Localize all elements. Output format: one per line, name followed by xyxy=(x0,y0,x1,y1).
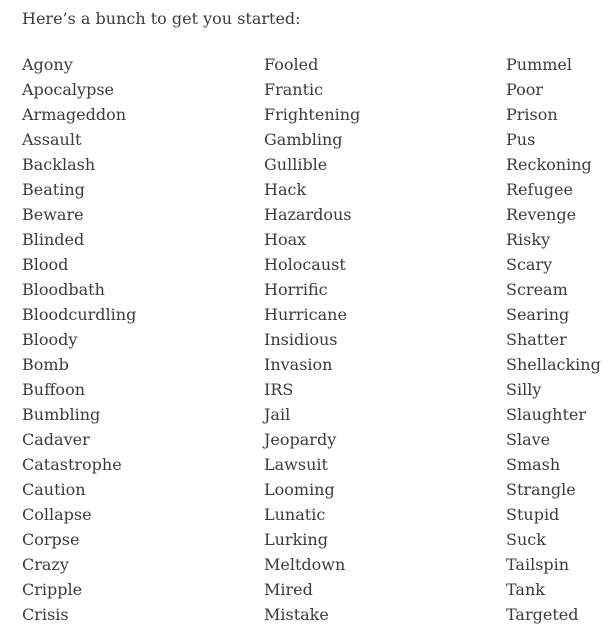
word-list-item: Targeted xyxy=(506,605,579,624)
word-list-item: Pus xyxy=(506,130,536,149)
word-list-item: Armageddon xyxy=(22,105,127,124)
word-list-item: Frightening xyxy=(264,105,361,124)
word-list-item: Lawsuit xyxy=(264,455,328,474)
word-list-item: Crazy xyxy=(22,555,69,574)
word-column-2 xyxy=(264,52,360,627)
word-list-item: Bloodbath xyxy=(22,280,105,299)
word-list-item: Fooled xyxy=(264,55,319,74)
word-list-item: Suck xyxy=(506,530,546,549)
intro-text: Here’s a bunch to get you started: xyxy=(22,9,301,28)
word-list-item: Bloodcurdling xyxy=(22,305,137,324)
word-list-item: Lurking xyxy=(264,530,328,549)
word-list-item: Silly xyxy=(506,380,542,399)
word-list-item: Assault xyxy=(22,130,82,149)
word-list-item: Shellacking xyxy=(506,355,601,374)
word-list-item: Scream xyxy=(506,280,568,299)
word-list-item: Corpse xyxy=(22,530,80,549)
word-list-item: Gullible xyxy=(264,155,328,174)
word-list-item: Searing xyxy=(506,305,570,324)
word-list-item: Jeopardy xyxy=(264,430,337,449)
word-list-item: Prison xyxy=(506,105,558,124)
word-list-item: Beware xyxy=(22,205,84,224)
word-list-item: Tank xyxy=(506,580,545,599)
word-list-item: Pummel xyxy=(506,55,572,74)
word-list-item: Slave xyxy=(506,430,551,449)
word-list-item: Bomb xyxy=(22,355,69,374)
word-list-item: Bloody xyxy=(22,330,78,349)
word-list-item: Stupid xyxy=(506,505,560,524)
word-list-item: Frantic xyxy=(264,80,324,99)
word-list-item: Beating xyxy=(22,180,85,199)
word-list-item: Meltdown xyxy=(264,555,346,574)
word-list-item: Blood xyxy=(22,255,69,274)
word-list-item: Holocaust xyxy=(264,255,346,274)
word-list-item: Gambling xyxy=(264,130,343,149)
word-list-item: Shatter xyxy=(506,330,567,349)
word-list-item: Strangle xyxy=(506,480,576,499)
word-list-item: Insidious xyxy=(264,330,338,349)
word-list-item: Smash xyxy=(506,455,561,474)
word-list-item: Looming xyxy=(264,480,335,499)
word-list-item: Blinded xyxy=(22,230,85,249)
word-list-item: Revenge xyxy=(506,205,577,224)
word-list-item: Scary xyxy=(506,255,553,274)
word-list-item: Caution xyxy=(22,480,86,499)
word-list-item: Mired xyxy=(264,580,313,599)
word-list-item: Catastrophe xyxy=(22,455,122,474)
word-list-item: Mistake xyxy=(264,605,329,624)
word-list-item: Buffoon xyxy=(22,380,85,399)
word-column-1 xyxy=(22,52,136,627)
word-list-item: Refugee xyxy=(506,180,573,199)
word-list-item: Horrific xyxy=(264,280,328,299)
word-list-item: Hoax xyxy=(264,230,307,249)
word-list-item: Bumbling xyxy=(22,405,101,424)
word-list-item: Reckoning xyxy=(506,155,592,174)
word-list-item: Hurricane xyxy=(264,305,347,324)
word-list-item: Cripple xyxy=(22,580,83,599)
word-list-item: Poor xyxy=(506,80,544,99)
word-list-item: Hack xyxy=(264,180,307,199)
word-list-item: Agony xyxy=(22,55,73,74)
word-list-item: Risky xyxy=(506,230,551,249)
word-list-item: Crisis xyxy=(22,605,69,624)
word-list-item: IRS xyxy=(264,380,294,399)
word-list-item: Slaughter xyxy=(506,405,587,424)
word-list-item: Cadaver xyxy=(22,430,90,449)
word-list-item: Invasion xyxy=(264,355,333,374)
word-list-item: Apocalypse xyxy=(22,80,115,99)
word-list-item: Lunatic xyxy=(264,505,326,524)
word-list-item: Jail xyxy=(264,405,291,424)
word-list-item: Hazardous xyxy=(264,205,352,224)
word-column-3 xyxy=(506,52,601,627)
word-list-item: Collapse xyxy=(22,505,92,524)
word-list-item: Backlash xyxy=(22,155,96,174)
word-list-item: Tailspin xyxy=(506,555,570,574)
